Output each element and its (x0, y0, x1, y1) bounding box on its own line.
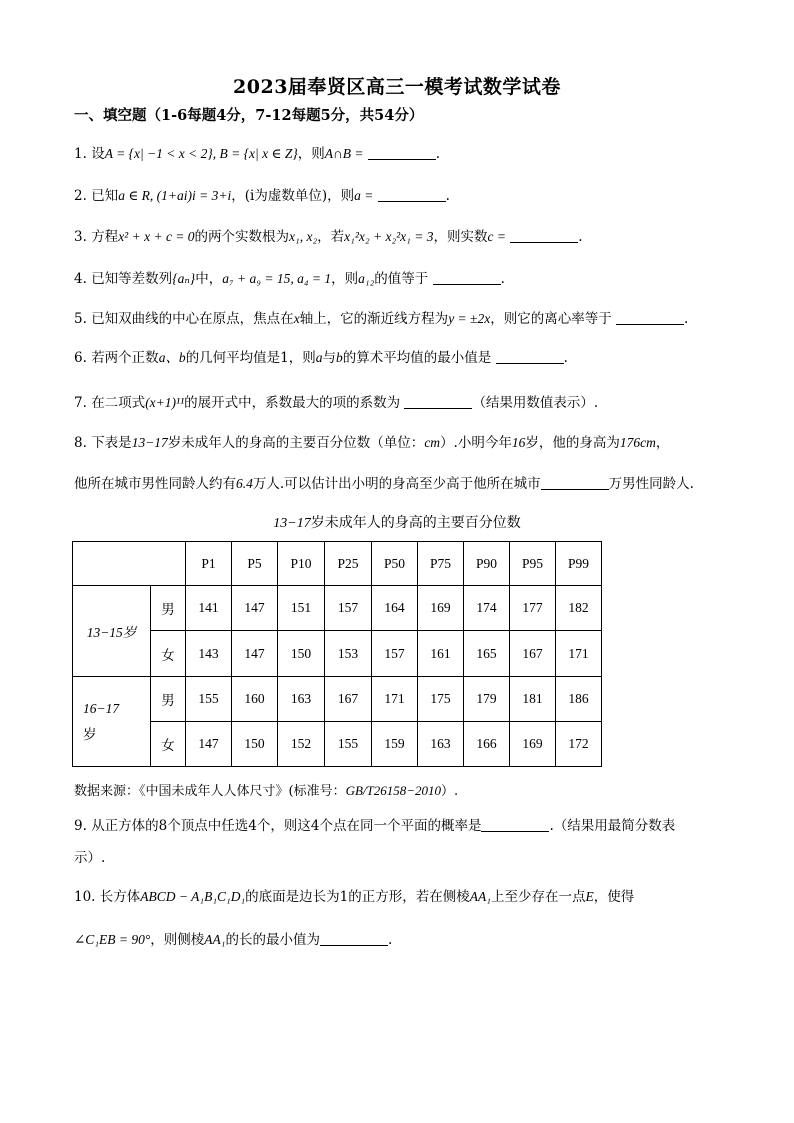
question-number: 7. (74, 395, 87, 411)
question-7: 7. 在二项式(x+1)¹¹的展开式中，系数最大的项的系数为 （结果用数值表示）. (74, 395, 599, 411)
table-row: 13−15岁 男 141 147 151 157 164 169 174 177 182 (73, 586, 602, 631)
question-8-line-2: 他所在城市男性同龄人约有6.4万人.可以估计出小明的身高至少高于他所在城市 万男性同龄人. (74, 476, 694, 492)
math-expression: AA₁ (204, 932, 226, 947)
math-expression: AA₁ (469, 889, 491, 904)
question-number: 3. (74, 229, 87, 245)
question-1: 1. 设A = {x| −1 < x < 2}, B = {x| x ∈ Z}，则A∩B = . (74, 146, 441, 162)
answer-blank[interactable] (541, 475, 609, 490)
math-expression: x₁, x₂ (289, 229, 318, 244)
math-expression: (x+1)¹¹ (145, 395, 185, 410)
question-number: 9. (74, 818, 87, 834)
math-expression: ABCD − A₁B₁C₁D₁ (140, 889, 246, 904)
question-number: 8. (74, 435, 87, 451)
math-expression: A = {x| −1 < x < 2}, B = {x| x ∈ Z} (104, 146, 298, 161)
math-expression: y = ±2x (448, 311, 491, 326)
math-expression: A∩B = (324, 146, 364, 161)
table-header: P99 (556, 542, 602, 586)
table-caption: 13−17岁未成年人的身高的主要百分位数 (273, 515, 521, 531)
question-10: 10. 长方体ABCD − A₁B₁C₁D₁的底面是边长为1的正方形，若在侧棱AA₁上至少存在一点E，使得 (74, 889, 635, 905)
math-expression: a₁₂ (358, 271, 375, 286)
math-expression: 13−17 (131, 435, 168, 450)
section-heading: 一、填空题（1-6每题4分，7-12每题5分，共54分） (74, 107, 424, 124)
table-header: P75 (418, 542, 464, 586)
answer-blank[interactable] (433, 270, 501, 285)
question-6: 6. 若两个正数a、b的几何平均值是1，则a与b的算术平均值的最小值是 . (74, 350, 568, 366)
question-number: 5. (74, 311, 87, 327)
table-header: P5 (232, 542, 278, 586)
age-group-cell: 13−15岁 (73, 586, 151, 677)
math-expression: a₇ + a₉ = 15, a₄ = 1 (222, 271, 332, 286)
sex-cell: 男 (151, 677, 186, 722)
math-expression: a、b (158, 350, 186, 365)
question-5: 5. 已知双曲线的中心在原点，焦点在x轴上，它的渐近线方程为y = ±2x，则它的离心率等于 . (74, 311, 689, 327)
math-expression: E (585, 889, 594, 904)
table-header: P10 (278, 542, 325, 586)
question-4: 4. 已知等差数列{aₙ}中，a₇ + a₉ = 15, a₄ = 1，则a₁₂的值等于 . (74, 271, 505, 287)
answer-blank[interactable] (510, 228, 578, 243)
math-expression: 6.4 (236, 476, 253, 491)
table-row: 女 143 147 150 153 157 161 165 167 171 (73, 631, 602, 677)
math-expression: ∠C₁EB = 90° (74, 932, 151, 947)
math-expression: cm (424, 435, 441, 450)
table-row: 16−17 岁 男 155 160 163 167 171 175 179 181 186 (73, 677, 602, 722)
table-header: P95 (510, 542, 556, 586)
math-expression: x² + x + c = 0 (118, 229, 195, 244)
math-expression: x₁²x₂ + x₂²x₁ = 3 (344, 229, 434, 244)
data-source-note: 数据来源：《中国未成年人人体尺寸》(标准号：GB/T26158−2010）. (74, 783, 459, 799)
answer-blank[interactable] (481, 817, 549, 832)
question-9: 9. 从正方体的8个顶点中任选4个，则这4个点在同一个平面的概率是 .（结果用最简分数表 (74, 818, 676, 834)
question-2: 2. 已知a ∈ R, (1+ai)i = 3+i，(i为虚数单位)，则a = . (74, 188, 450, 204)
table-header: P25 (325, 542, 372, 586)
math-expression: a = (354, 188, 374, 203)
math-expression: {aₙ} (172, 271, 196, 286)
sex-cell: 男 (151, 586, 186, 631)
table-header-row (73, 542, 602, 586)
answer-blank[interactable] (496, 349, 564, 364)
table-header: P50 (372, 542, 418, 586)
question-number: 10. (74, 889, 96, 905)
answer-blank[interactable] (378, 187, 446, 202)
table-header: P1 (186, 542, 232, 586)
height-percentile-table (72, 541, 602, 767)
table-corner-cell (73, 542, 186, 586)
answer-blank[interactable] (404, 394, 472, 409)
math-expression: a (315, 350, 323, 365)
math-expression: b (336, 350, 343, 365)
question-8: 8. 下表是13−17岁未成年人的身高的主要百分位数（单位：cm）.小明今年16岁，他的身高为176cm， (74, 435, 670, 451)
math-expression: c = (487, 229, 506, 244)
question-3: 3. 方程x² + x + c = 0的两个实数根为x₁, x₂，若x₁²x₂ + x₂²x₁ = 3，则实数c = . (74, 229, 583, 245)
question-number: 1. (74, 146, 87, 162)
answer-blank[interactable] (616, 310, 684, 325)
page-title: 2023届奉贤区高三一模考试数学试卷 (233, 76, 561, 98)
question-number: 6. (74, 350, 87, 366)
math-expression: 16 (511, 435, 526, 450)
answer-blank[interactable] (320, 931, 388, 946)
age-group-cell: 16−17 岁 (73, 677, 151, 767)
question-number: 4. (74, 271, 87, 287)
math-expression: a ∈ R, (1+ai)i = 3+i (118, 188, 232, 203)
math-expression: 176cm (619, 435, 656, 450)
answer-blank[interactable] (368, 145, 436, 160)
question-10-line-2: ∠C₁EB = 90°，则侧棱AA₁的长的最小值为 . (74, 932, 393, 948)
question-9-line-2: 示）. (74, 850, 106, 866)
sex-cell: 女 (151, 722, 186, 767)
table-row: 女 147 150 152 155 159 163 166 169 172 (73, 722, 602, 767)
sex-cell: 女 (151, 631, 186, 677)
math-expression: x (293, 311, 300, 326)
question-number: 2. (74, 188, 87, 204)
table-header: P90 (464, 542, 510, 586)
